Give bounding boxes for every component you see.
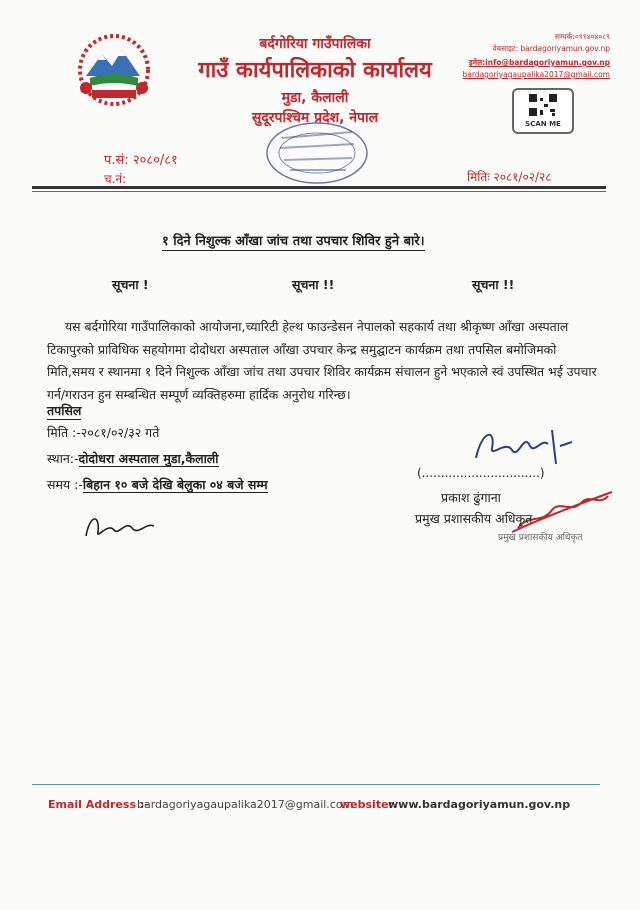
nepal-emblem-icon [68,30,160,110]
header-divider [32,186,606,189]
footer-email-label: Email Address :- [48,798,149,811]
office-place: मुडा, कैलाली [281,90,349,106]
province-line: सुदूरपश्चिम प्रदेश, नेपाल [251,110,379,126]
detail-date-label: मिति :- [47,425,81,440]
contact-email: इमेल:info@bardagoriyamun.gov.np [468,58,610,67]
reference-number: प.सं: २०८०/८१ [104,153,178,168]
notice-label-2: सूचना !! [292,277,335,292]
office-name: गाउँ कार्यपालिकाको कार्यालय [198,58,432,83]
signatory-name: प्रकाश ढुंगाना [441,490,501,505]
contact-website: वेबसाइट: bardagoriyamun.gov.np [492,44,610,53]
signatory-title: प्रमुख प्रशासकीय अधिकृत [415,511,533,526]
contact-phone: सम्पर्क:०९१४०४०८९ [554,32,610,41]
qr-scan-label: SCAN ME [525,120,561,128]
notice-label-1: सूचना ! [112,277,149,292]
detail-place-label: स्थान:- [47,451,79,466]
detail-date-value: २०८१/०२/३२ गते [80,425,160,440]
signature-officer [468,420,578,470]
footer-website-label: website: [340,798,393,811]
notice-label-3: सूचना !! [472,277,515,292]
dispatch-number: च.नं: [104,172,127,186]
letter-subject: १ दिने निशुल्क आँखा जांच तथा उपचार शिविर हुने बारे। [162,231,425,251]
detail-time-label: समय :- [47,477,83,492]
detail-date [47,424,159,441]
footer-email[interactable]: bardagoriyagaupalika2017@gmail.com [137,798,354,811]
letter-date: मितिः २०८१/०२/२८ [467,170,552,184]
letter-body: यस बर्दगोरिया गाउँपालिकाको आयोजना,च्यारिटी हेल्थ फाउन्डेसन नेपालको सहकार्य तथा श्रीकृष्ण आँखा अस्पताल टिकापुरको प्राविधिक सहयोगमा दोदोधरा अस्पताल आँखा उपचार केन्द्र समुद्घाटन कार्यक्रम तथा तपसिल बमोजिमको मिति,समय र स्थानमा १ दिने निशुल्क आँखा जांच तथा उपचार शिविर कार्यक्रम संचालन हुने भएकाले स्वं उपस्थित भई उपचार गर्न/गराउन हुन सम्बन्धित सम्पूर्ण व्यक्तिहरुमा हार्दिक अनुरोध गरिन्छ। [47,319,597,402]
detail-time [47,476,268,493]
footer-website-link[interactable]: www.bardagoriyamun.gov.np [388,798,571,811]
detail-place [47,450,219,467]
office-seal-stamp [262,118,372,188]
detail-place-value: दोदोधरा अस्पताल मुडा,कैलाली [78,451,219,466]
contact-email-2: bardagoriyagaupalika2017@gmail.com [462,70,610,79]
header-divider-thin [32,191,606,192]
detail-time-value: बिहान १० बजे देखि बेलुका ०४ बजे सम्म [82,477,268,492]
footer-divider [32,784,600,785]
municipality-name: बर्दगोरिया गाउँपालिका [259,36,371,52]
signatory-stamp-title: प्रमुख प्रशासकीय अधिकृत [498,533,583,543]
details-heading: तपसिल [47,403,82,418]
signature-left [80,506,160,546]
signature-dots: (...............................) [417,466,545,480]
